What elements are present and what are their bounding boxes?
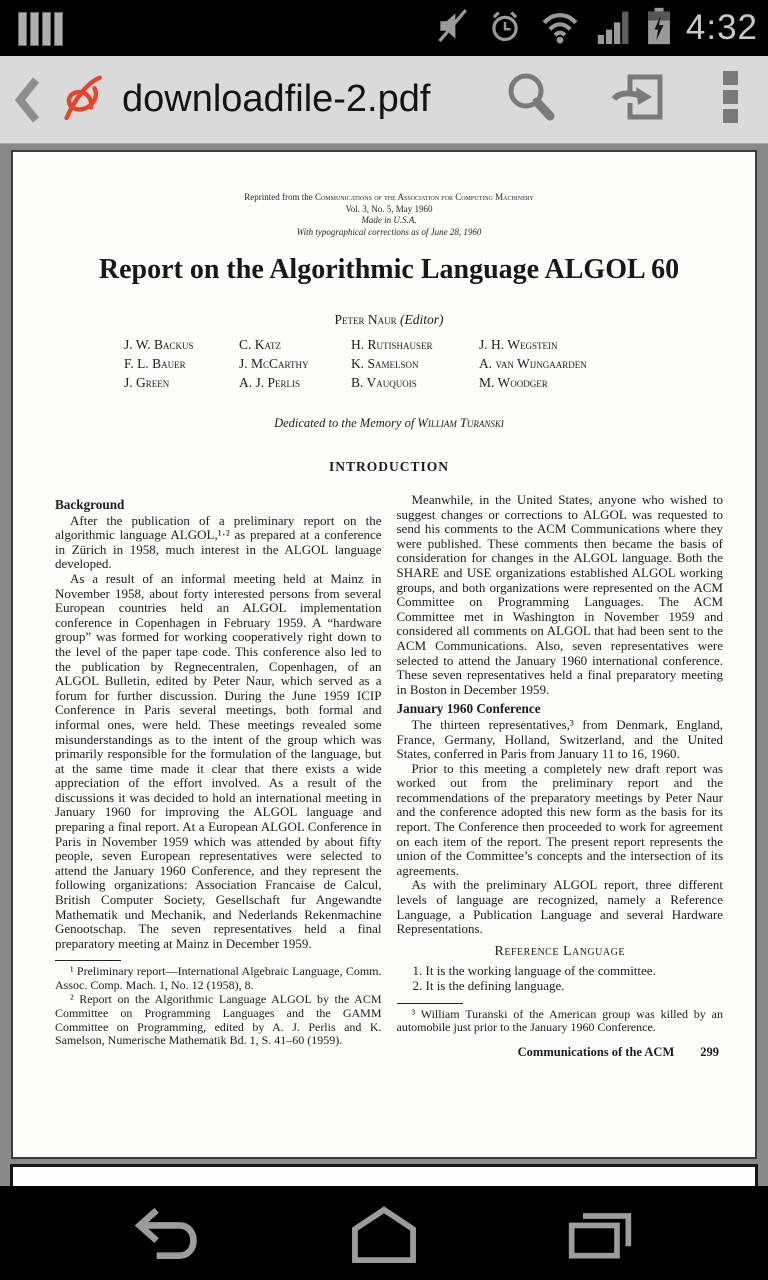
background-heading: Background [55, 497, 125, 512]
author: A. van Wijngaarden [479, 356, 587, 371]
author: H. Rutishauser [351, 337, 433, 352]
paragraph: Prior to this meeting a completely new draft report was worked out from the preliminary report and the recommendations of the preparatory meetings by Peter Naur and the conference adopted this new form as the basis for its report. The Conference then proceeded to work for agreement on each item of the report. The present report represents the union of the Committee’s concepts and the intersection of its agreements. [396, 760, 723, 878]
footnote-3: ³ William Turanski of the American group was killed by an automobile just prior to the January 1960 Conference. [396, 1006, 723, 1035]
paragraph: After the publication of a preliminary report on the algorithmic language ALGOL,¹·² as prepared at a conference in Zürich in 1958, much interest in the ALGOL language developed. [55, 512, 382, 572]
wifi-icon [538, 6, 582, 51]
author: B. Vauquois [351, 375, 417, 390]
pdf-page-2-top [10, 1164, 758, 1186]
author: J. W. Backus [124, 337, 194, 352]
left-column [55, 493, 382, 1060]
footnote-2: ² Report on the Algorithmic Language ALGOL by the ACM Committee on Programming Languages and the GAMM Committee on Programming, edited by A. J. Perlis and K. Samelson, Numerische Mathematik Bd. 1, S. 41–60 (1959). [55, 992, 382, 1048]
battery-charging-icon [646, 6, 672, 51]
list-item: 2. It is the defining language. [412, 978, 565, 993]
pdf-page-1 [11, 150, 757, 1159]
author: J. H. Wegstein [479, 337, 558, 352]
author: K. Samelson [351, 356, 419, 371]
footnote-rule [55, 960, 121, 961]
author: C. Katz [239, 337, 282, 352]
right-column [397, 493, 724, 1060]
introduction-heading: INTRODUCTION [328, 459, 449, 474]
reference-language-heading: Reference Language [494, 943, 625, 959]
pdf-viewport[interactable] [0, 144, 768, 1186]
paragraph: As with the preliminary ALGOL report, three different levels of language are recognized, namely a Reference Language, a Publication Language and several Hardware Representations. [396, 877, 723, 937]
author: J. Green [124, 375, 170, 390]
pdf-app-toolbar [0, 56, 768, 144]
footnote-1: ¹ Preliminary report—International Algebraic Language, Comm. Assoc. Comp. Mach. 1, No. 12 (1958), 8. [55, 964, 382, 993]
notification-bars-icon [18, 10, 63, 46]
author: M. Woodger [479, 375, 548, 390]
open-in-icon[interactable] [610, 69, 666, 130]
list-item: 1. It is the working language of the committee. [412, 963, 656, 979]
paper-title: Report on the Algorithmic Language ALGOL 60 [98, 254, 680, 285]
mute-speaker-icon [434, 6, 472, 51]
nav-back-icon[interactable] [93, 1186, 243, 1280]
nav-home-icon[interactable] [309, 1186, 459, 1280]
status-time: 4:32 [685, 8, 758, 47]
paragraph: The thirteen representatives,³ from Denmark, England, France, Germany, Holland, Switzerland, and the United States, conferred in Paris from January 11 to 16, 1960. [396, 716, 723, 762]
nav-recents-icon[interactable] [525, 1186, 675, 1280]
cell-signal-icon [596, 6, 632, 51]
back-chevron-icon[interactable] [6, 68, 48, 131]
status-bar [0, 0, 768, 56]
android-nav-bar [0, 1186, 768, 1280]
author: J. McCarthy [239, 356, 309, 371]
author-grid [55, 335, 723, 392]
dedication-line: Dedicated to the Memory of William Turanski [274, 416, 504, 430]
january-conference-heading: January 1960 Conference [396, 701, 541, 717]
author: F. L. Bauer [124, 356, 186, 371]
adobe-acrobat-logo [56, 69, 112, 130]
page-number: 299 [700, 1045, 719, 1060]
paragraph: As a result of an informal meeting held at Mainz in November 1958, about forty interested persons from several European countries held an ALGOL implementation conference in Copenhagen in February 1959. A “hardware group” was formed for working cooperatively right down to the level of the paper tape code. This conference also led to the publication by Regnecentralen, Copenhagen, of an ALGOL Bulletin, edited by Peter Naur, which served as a forum for further discussion. During the June 1959 ICIP Conference in Paris several meetings, both formal and informal ones, were held. These meetings revealed some misunderstandings as to the intent of the group which was primarily responsible for the formulation of the language, but at the same time made it clear that there exists a wide appreciation of the effort involved. As a result of the discussions it was decided to hold an international meeting in January 1960 for improving the ALGOL language and preparing a final report. At a European ALGOL Conference in Paris in November 1959 which was attended by about fifty people, seven European representatives were selected to attend the January 1960 Conference, and they represent the following organizations: Association Francaise de Calcul, British Computer Society, Gesellschaft fur Angewandte Mathematik und Mechanik, and Nederlands Rekenmachine Genootschap. The seven representatives held a final preparatory meeting at Mainz in December 1959. [55, 570, 382, 951]
editor-line: Peter Naur (Editor) [334, 312, 444, 327]
footnote-rule [397, 1003, 463, 1004]
paragraph: Meanwhile, in the United States, anyone who wished to suggest changes or corrections to ALGOL was requested to send his comments to the ACM Communications where they were published. These comments then became the basis of consideration for changes in the ALGOL language. Both the SHARE and USE organizations established ALGOL working groups, and both organizations were represented on the ACM Committee on Programming Languages. The ACM Committee met in Washington in November 1959 and considered all comments on ALGOL that had been sent to the ACM Communications. Also, seven representatives were selected to attend the January 1960 international conference. These seven representatives held a final preparatory meeting in Boston in December 1959. [396, 492, 723, 697]
page-footer: Communications of the ACM 299 [517, 1045, 719, 1060]
reprint-notice: Reprinted from the Communications of the Association for Computing Machinery Vol. 3, No. 5, May 1960 Made in U.S.A. With typographical corrections as of June 28, 1960 [244, 192, 534, 237]
author: A. J. Perlis [239, 375, 301, 390]
overflow-menu-icon[interactable] [720, 67, 742, 132]
search-icon[interactable] [504, 69, 556, 130]
alarm-clock-icon [486, 6, 524, 51]
document-title: downloadfile-2.pdf [122, 78, 431, 120]
